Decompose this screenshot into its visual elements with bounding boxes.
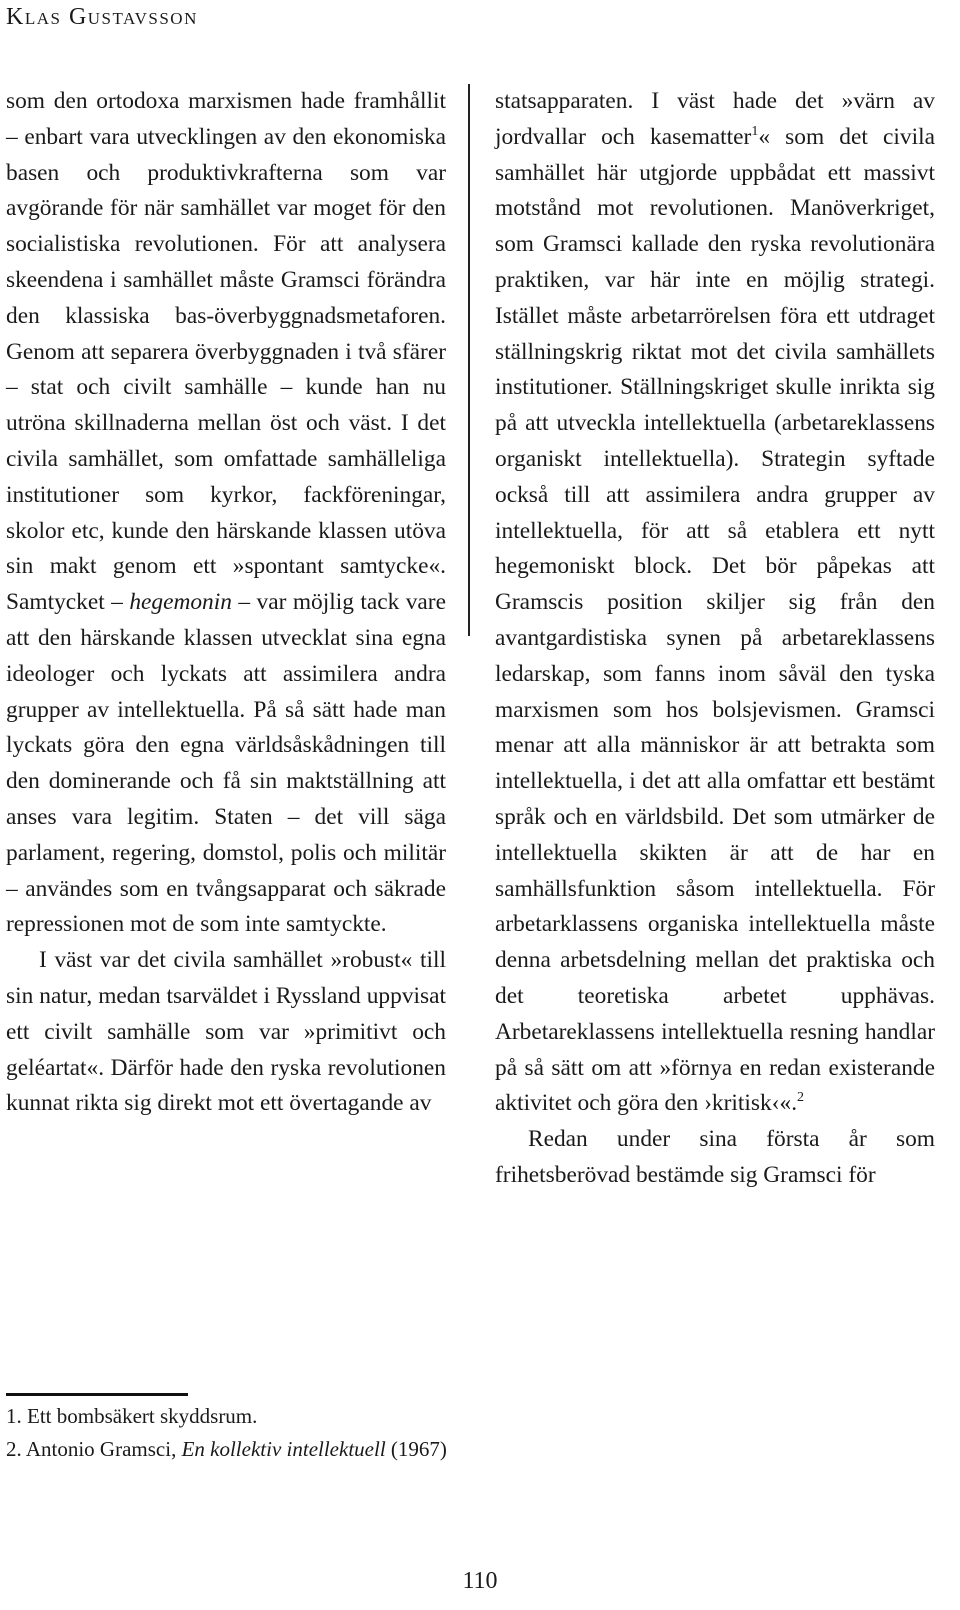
footnote-2-prefix: 2. Antonio Gramsci, [6, 1437, 177, 1461]
right-paragraph-1-a: statsapparaten. I väst hade det »värn av jordvallar och kasematter [495, 88, 935, 150]
page-number: 110 [462, 1568, 498, 1594]
footnote-2 [6, 1433, 706, 1466]
right-paragraph-2: Redan under sina första år som frihetsberövad bestämde sig Gramsci för [495, 1126, 935, 1188]
left-paragraph-1-end: – var möjlig tack vare att den härskande klassen utvecklat sina egna ideologer och lyckats att assimilera andra grupper av intellektuella. På så sätt hade man lyckats göra den egna världsåskådningen till den dominerande och få sin maktställning att anses vara legitim. Staten – det vill säga parlament, regering, domstol, polis och militär – användes som en tvångsapparat och säkrade repressionen mot de som inte samtyckte. [6, 589, 446, 938]
right-paragraph-1-b: « som det civila samhället här utgjorde uppbådat ett massivt motstånd mot revolutionen. Manöverkriget, som Gramsci kallade den ryska revolutionära praktiken, var här inte en möjlig strategi. Istället måste arbetarrörelsen föra ett utdraget ställningskrig riktat mot det civila samhällets institutioner. Ställningskriget skulle inrikta sig på att utveckla intellektuella (arbetareklassens organiskt intellektuella). Strategin syftade också till att assimilera andra grupper av intellektuella, för att så etablera ett nytt hegemoniskt block. Det bör påpekas att Gramscis position skiljer sig från den avantgardistiska synen på arbetareklassens ledarskap, som fanns inom såväl den tyska marxismen som hos bolsjevismen. Gramsci menar att alla människor är att betrakta som intellektuella, i det att alla omfattar ett bestämt språk och en världsbild. Det som utmärker de intellektuella skikten är att de har en samhällsfunktion såsom intellektuella. För arbetarklassens organiska intellektuella måste denna arbetsdelning mellan det praktiska och det teoretiska arbetet upphävas. Arbetareklassens intellektuella resning handlar på så sätt om att »förnya en redan existerande aktivitet och göra den ›kritisk‹«. [495, 123, 935, 1117]
left-paragraph-2: I väst var det civila samhället »robust« till sin natur, medan tsarväldet i Ryssland uppvisat ett civilt samhälle som var »primitivt och geléartat«. Därför hade den ryska revolutionen kunnat rikta sig direkt mot ett övertagande av [6, 947, 446, 1117]
footnote-2-suffix: (1967) [390, 1437, 447, 1461]
footnotes [6, 1400, 706, 1466]
left-paragraph-1 [6, 84, 446, 943]
left-column [6, 84, 446, 1122]
footnote-rule [6, 1393, 188, 1396]
footnote-1: 1. Ett bombsäkert skyddsrum. [6, 1404, 258, 1428]
right-column [495, 84, 935, 1194]
hegemonin-term: hegemonin [129, 589, 232, 616]
running-head: Klas Gustavsson [6, 4, 198, 30]
footnote-2-title: En kollektiv intellektuell [181, 1437, 386, 1461]
column-divider [468, 84, 470, 636]
footnote-ref-2[interactable]: 2 [797, 1090, 805, 1106]
left-paragraph-1-text: som den ortodoxa marxismen hade framhållit – enbart vara utvecklingen av den ekonomiska basen och produktivkrafterna som var avgörande för när samhället var moget för den socialistiska revolutionen. För att analysera skeendena i samhället måste Gramsci förändra den klassiska bas-överbyggnadsmetaforen. Genom att separera överbyggnaden i två sfärer – stat och civilt samhälle – kunde han nu utröna skillnaderna mellan öst och väst. I det civila samhället, som omfattade samhälleliga institutioner som kyrkor, fackföreningar, skolor etc, kunde den härskande klassen utöva sin makt genom ett »spontant samtycke«. Samtycket – [6, 88, 446, 616]
footnote-ref-1[interactable]: 1 [751, 124, 759, 139]
right-paragraph-1 [495, 84, 935, 1122]
